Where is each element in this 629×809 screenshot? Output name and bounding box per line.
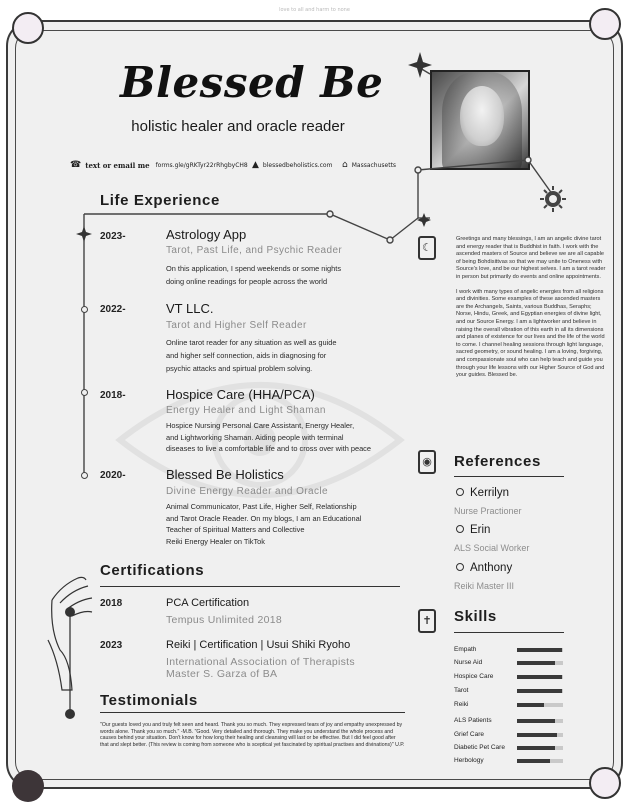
tagline: holistic healer and oracle reader	[131, 118, 345, 135]
skill-bar-fill	[517, 675, 562, 679]
reference-role: Nurse Practioner	[454, 506, 522, 516]
reference-role: Reiki Master III	[454, 581, 515, 591]
cross-book-icon: ✝	[418, 609, 436, 633]
skill-label: Grief Care	[454, 731, 484, 738]
skill-bar	[517, 733, 563, 737]
certification-year: 2018	[100, 598, 123, 609]
contact-form[interactable]	[70, 160, 248, 170]
experience-title: Astrology App	[166, 227, 247, 242]
certification-issuer: International Association of Therapists	[166, 656, 355, 668]
experience-description: Hospice Nursing Personal Care Assistant, Energy Healer, and Lightworking Shaman. Aiding people with terminal diseases to live a comfortable life and to cross over with peace	[166, 421, 371, 453]
experience-description: On this application, I spend weekends or some nights doing online readings for people across the world	[166, 264, 342, 286]
corner-circle-bottom-left	[12, 770, 44, 802]
experience-subtitle: Tarot, Past Life, and Psychic Reader	[166, 245, 343, 256]
skill-bar	[517, 746, 563, 750]
skill-bar	[517, 759, 563, 763]
eye-card-icon: ◉	[418, 450, 436, 474]
divider	[100, 586, 400, 587]
bio-text: Greetings and many blessings, I am an angelic divine tarot and energy reader that is Buddhist in faith. I work with the ascended masters of Source and believe we are all capable of being Bohdisittvas so that we may unite to Oneness with Source's love, and be our highest selves. I am a tarot reader in person but primarily do events and online appointments. I work with many types of angelic energies from all religions and divinities. Some examples of these ascended masters are the Archangels, Saints, various Buddhas, Seraphs; Norse, Hindu, Greek, and Egyptian energies of divine light, and our Source Energy. I am a lightworker and believe in raising the overall vibration of this earth in all its dimensions and planes of existence for our lives and the life of the world to come. I channel healing sessions through light language, sacred geometry, or sound healing. I am a loving, forgiving, and compassionate soul who can help teach and guide you through your life lessons with our Higher Source of God and your guides. Blessed be.	[456, 236, 606, 379]
experience-subtitle: Divine Energy Reader and Oracle	[166, 486, 328, 497]
divider	[454, 632, 564, 633]
skill-bar	[517, 719, 563, 723]
skill-label: Hospice Care	[454, 673, 494, 680]
skills-heading: Skills	[454, 608, 497, 625]
contact-label: text or email me	[85, 160, 150, 170]
skill-bar	[517, 689, 563, 693]
skill-bar-fill	[517, 759, 550, 763]
corner-circle-top-right	[589, 8, 621, 40]
contact-location	[342, 160, 396, 170]
skill-bar-fill	[517, 703, 544, 707]
certification-issuer: Tempus Unlimited 2018	[166, 614, 283, 626]
experience-year: 2020-	[100, 470, 126, 481]
certification-title: Reiki | Certification | Usui Shiki Ryoho	[166, 639, 351, 651]
certification-master: Master S. Garza of BA	[166, 668, 278, 680]
skill-bar	[517, 675, 563, 679]
skill-bar	[517, 703, 563, 707]
reference-name: Kerrilyn	[456, 487, 509, 499]
skill-bar-fill	[517, 661, 555, 665]
life-experience-heading: Life Experience	[100, 192, 220, 209]
location-text: Massachusetts	[351, 161, 397, 169]
skill-label: Diabetic Pet Care	[454, 744, 505, 751]
moon-card-icon: ☾	[418, 236, 436, 260]
skill-bar	[517, 661, 563, 665]
certification-title: PCA Certification	[166, 597, 250, 609]
divider	[100, 712, 405, 713]
phone-icon: ☎	[70, 160, 82, 170]
reference-name: Erin	[456, 524, 490, 536]
skill-bar-fill	[517, 719, 555, 723]
timeline-dot	[81, 472, 88, 479]
divider	[454, 476, 564, 477]
skill-label: Empath	[454, 646, 477, 653]
eye-triangle-icon: ▲	[252, 160, 259, 170]
experience-year: 2022-	[100, 304, 126, 315]
skill-bar-fill	[517, 648, 562, 652]
experience-title: Blessed Be Holistics	[166, 467, 284, 482]
certification-year: 2023	[100, 640, 123, 651]
experience-subtitle: Tarot and Higher Self Reader	[166, 320, 307, 331]
experience-year: 2023-	[100, 231, 126, 242]
profile-photo	[430, 70, 530, 170]
skill-label: Reiki	[454, 701, 469, 708]
experience-title: VT LLC.	[166, 301, 214, 316]
corner-circle-top-left	[12, 12, 44, 44]
experience-year: 2018-	[100, 390, 126, 401]
timeline-dot	[81, 306, 88, 313]
skill-bar-fill	[517, 689, 562, 693]
website-link[interactable]: blessedbeholistics.com	[262, 161, 333, 169]
corner-circle-bottom-right	[589, 767, 621, 799]
skill-label: Nurse Aid	[454, 659, 483, 666]
page-title: Blessed Be	[120, 58, 384, 107]
testimonial-text: "Our guests loved you and truly felt seen and heard. Thank you so much. They expressed tears of joy and empathy unexpressed by words alone. Thank you so much." -M.B. "Good. Very detailed and thorough. They make you understand the whole process and causes behind your situation. Don't know for how long their healing and cleansing will last or be effective. But I did feel good after that and slept better. (This review is coming from someone who is sceptical yet fascinated by spiritual practises and divinations)" U.P.	[100, 722, 405, 748]
experience-subtitle: Energy Healer and Light Shaman	[166, 405, 326, 416]
skill-label: Herbology	[454, 757, 484, 764]
skill-bar	[517, 648, 563, 652]
skill-bar-fill	[517, 733, 557, 737]
skill-bar-fill	[517, 746, 555, 750]
certifications-heading: Certifications	[100, 562, 205, 579]
experience-description: Animal Communicator, Past Life, Higher Self, Relationship and Tarot Oracle Reader. On my blogs, I am an Educational Teacher of Spiritual Matters and Collective Reiki Energy Healer on TikTok	[166, 502, 362, 546]
experience-title: Hospice Care (HHA/PCA)	[166, 387, 315, 402]
skill-label: ALS Patients	[454, 717, 492, 724]
skill-label: Tarot	[454, 687, 469, 694]
testimonials-heading: Testimonials	[100, 692, 198, 709]
reference-name: Anthony	[456, 562, 512, 574]
contact-website[interactable]	[252, 160, 332, 170]
top-note: love to all and harm to none	[279, 7, 350, 13]
contact-form-link[interactable]: forms.gle/gRKTyr22rRhgbyCH8	[155, 161, 248, 169]
timeline-dot	[81, 389, 88, 396]
experience-description: Online tarot reader for any situation as well as guide and higher self connection, aids in diagnosing for psychic attacks and spirtual problem solving.	[166, 338, 337, 373]
reference-role: ALS Social Worker	[454, 543, 530, 553]
house-icon: ⌂	[342, 160, 348, 170]
references-heading: References	[454, 453, 541, 470]
